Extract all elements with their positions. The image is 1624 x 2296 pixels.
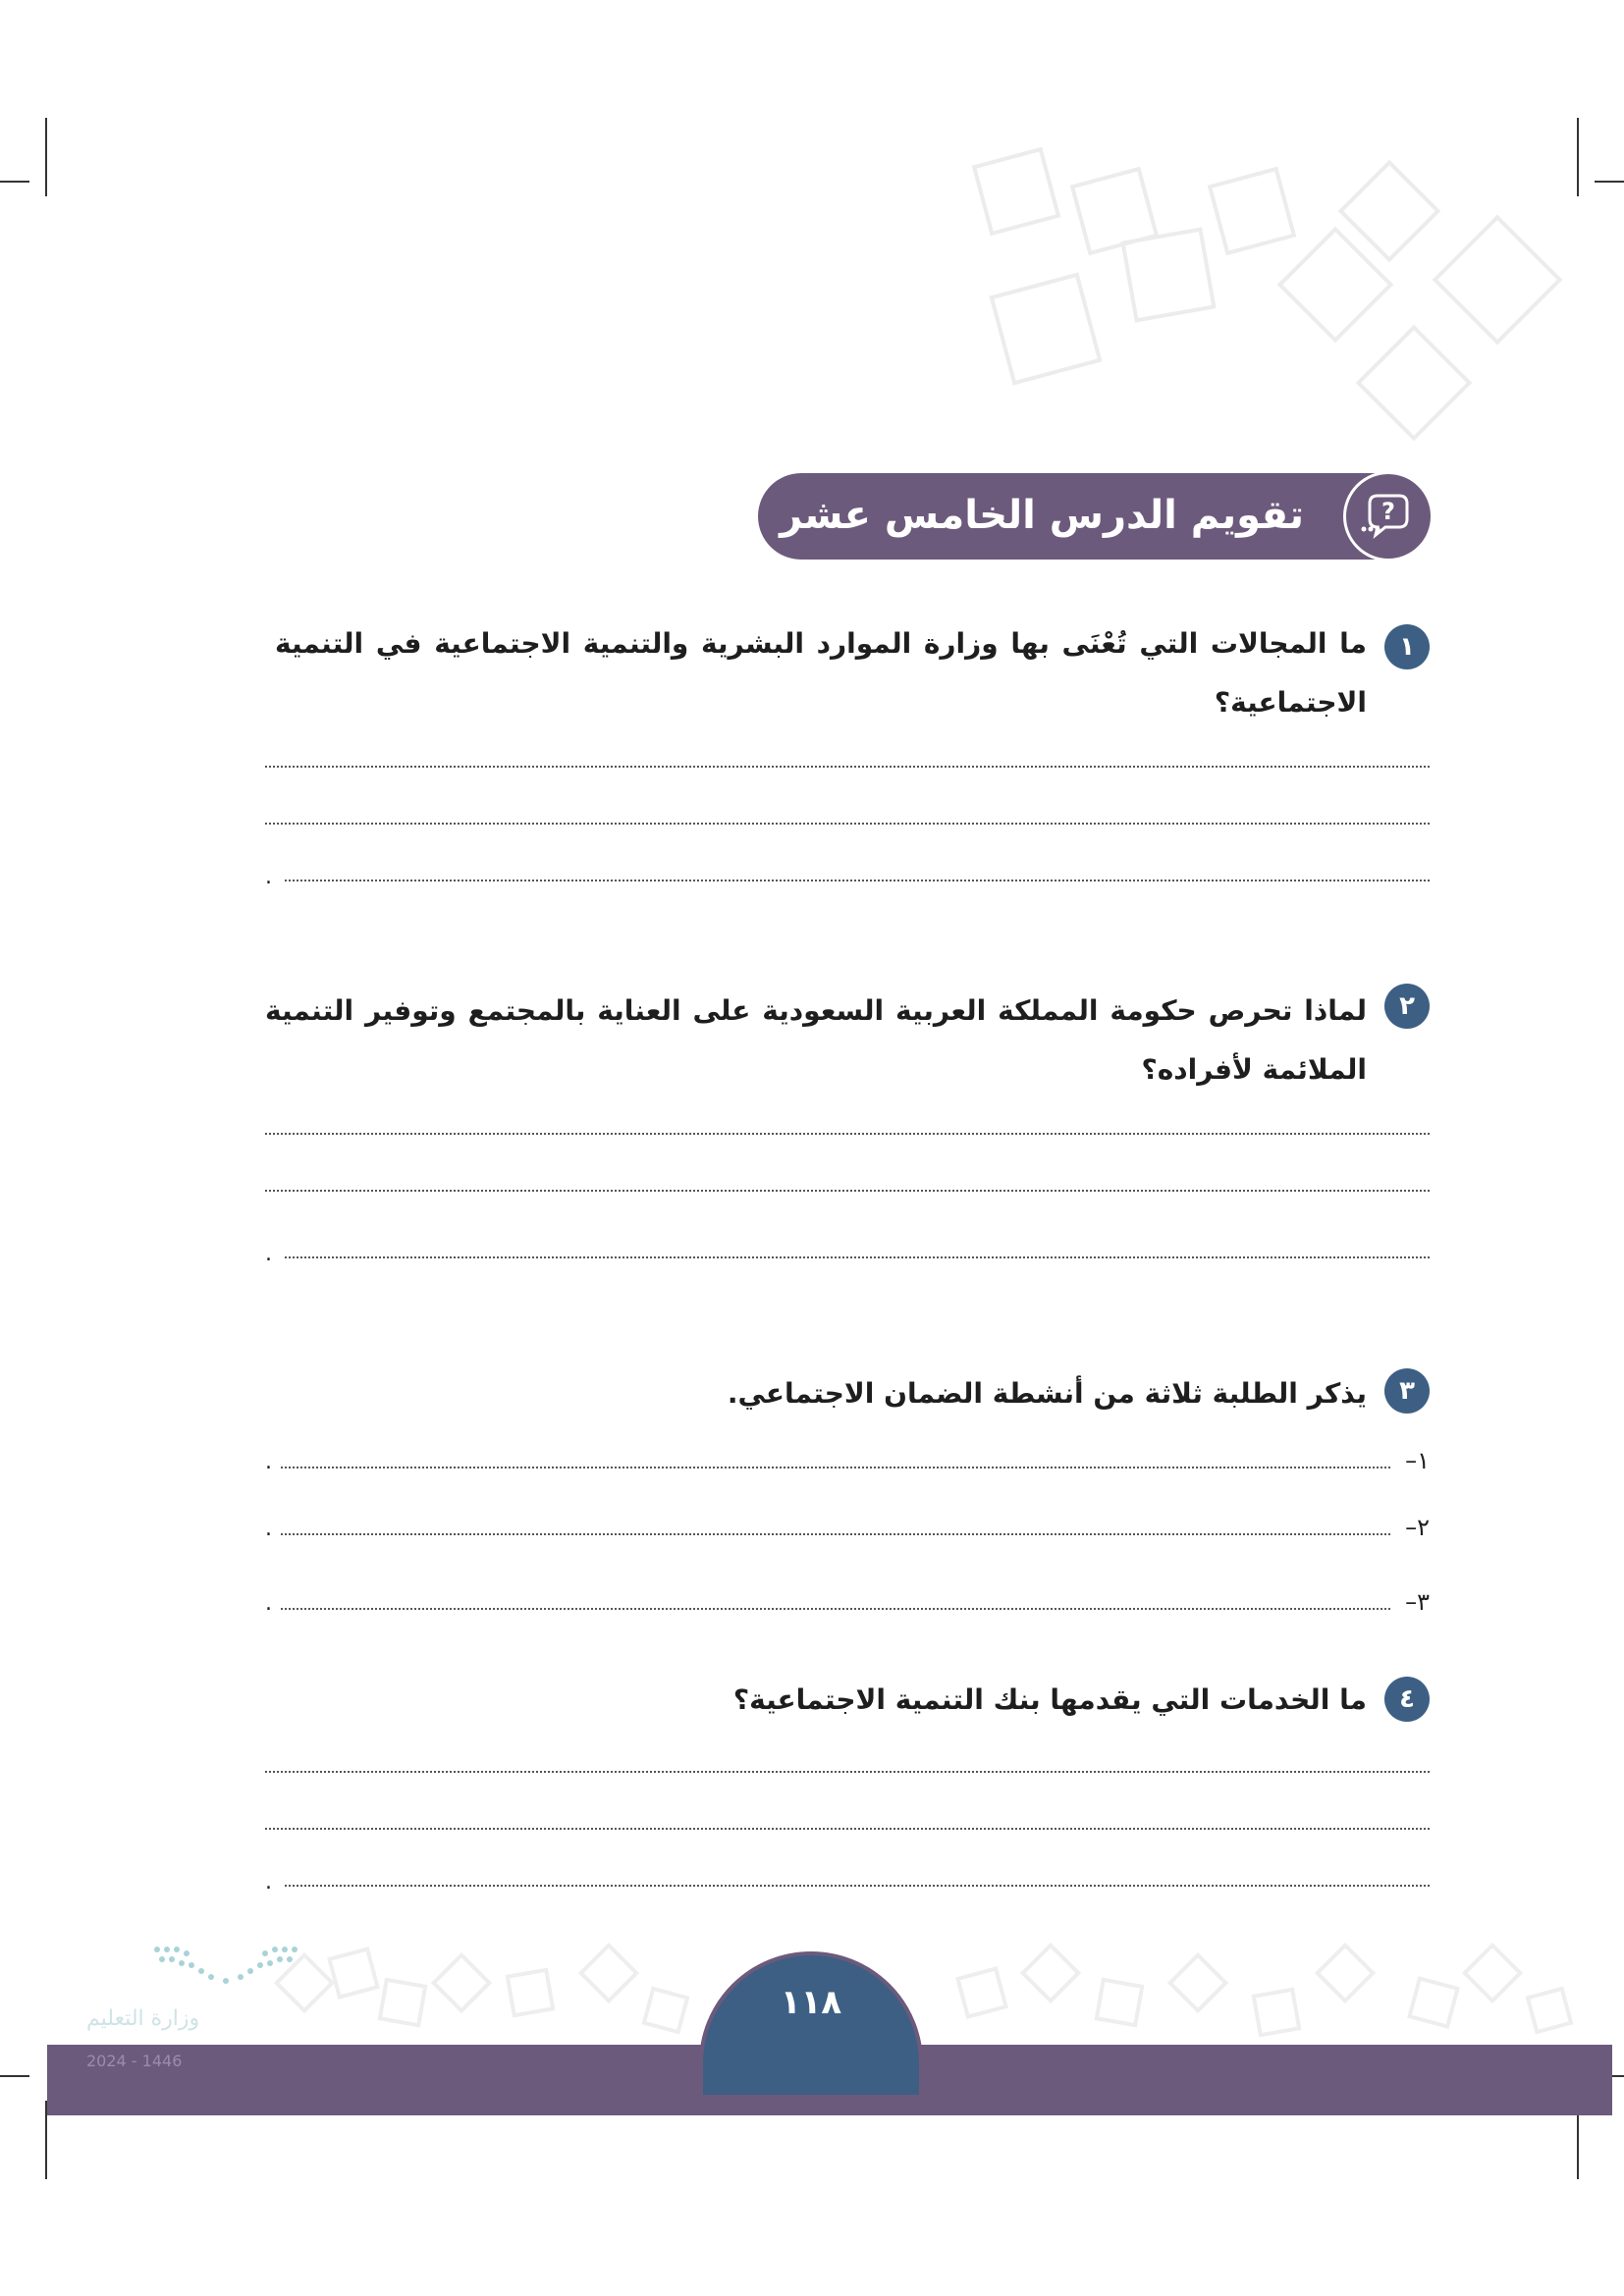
question-1-text: ما المجالات التي تُعْنَى بها وزارة الموارد البشرية والتنمية الاجتماعية في التنمية الاجتماعية؟ (275, 627, 1367, 719)
question-3-text: يذكر الطلبة ثلاثة من أنشطة الضمان الاجتماعي. (727, 1377, 1367, 1410)
answer-line[interactable] (265, 823, 1430, 825)
question-number-badge: ٢ (1384, 984, 1430, 1029)
answer-line[interactable] (265, 1133, 1430, 1135)
question-2-text: لماذا تحرص حكومة المملكة العربية السعودية على العناية بالمجتمع وتوفير التنمية الملائمة لأفراده؟ (265, 994, 1367, 1086)
svg-text:?: ? (1381, 498, 1395, 525)
answer-item[interactable] (265, 1586, 1430, 1616)
answer-line[interactable] (265, 1828, 1430, 1830)
ministry-name: وزارة التعليم (86, 2006, 200, 2031)
answer-end-dot: . (265, 1870, 272, 1895)
answer-line[interactable] (285, 1885, 1430, 1887)
answer-item[interactable] (265, 1445, 1430, 1474)
answer-end-dot: . (265, 1450, 272, 1474)
answer-end-dot: . (265, 1242, 272, 1266)
answer-line[interactable] (281, 1467, 1390, 1468)
answer-item[interactable] (265, 1512, 1430, 1541)
answer-line[interactable] (265, 1190, 1430, 1192)
answer-end-dot: . (265, 1517, 272, 1541)
answer-item-label: ٣– (1405, 1588, 1430, 1616)
answer-line[interactable] (281, 1533, 1390, 1535)
ministry-logo-icon (147, 1940, 304, 1999)
lesson-title: تقويم الدرس الخامس عشر (780, 493, 1304, 538)
answer-line[interactable] (285, 880, 1430, 881)
edition-year: 2024 - 1446 (86, 2052, 183, 2070)
question-speech-bubble-icon (1343, 471, 1434, 561)
lesson-title-banner (758, 473, 1432, 560)
question-4-text: ما الخدمات التي يقدمها بنك التنمية الاجتماعية؟ (732, 1683, 1367, 1716)
question-number-badge: ١ (1384, 624, 1430, 669)
answer-line[interactable] (285, 1256, 1430, 1258)
answer-item-label: ١– (1405, 1447, 1430, 1474)
answer-item-label: ٢– (1405, 1514, 1430, 1541)
answer-end-dot: . (265, 865, 272, 889)
question-number-badge: ٣ (1384, 1368, 1430, 1414)
answer-line[interactable] (265, 766, 1430, 768)
answer-line[interactable] (281, 1608, 1390, 1610)
question-number-badge: ٤ (1384, 1677, 1430, 1722)
answer-line[interactable] (265, 1771, 1430, 1773)
answer-end-dot: . (265, 1591, 272, 1616)
page-number: ١١٨ (780, 1983, 842, 2022)
